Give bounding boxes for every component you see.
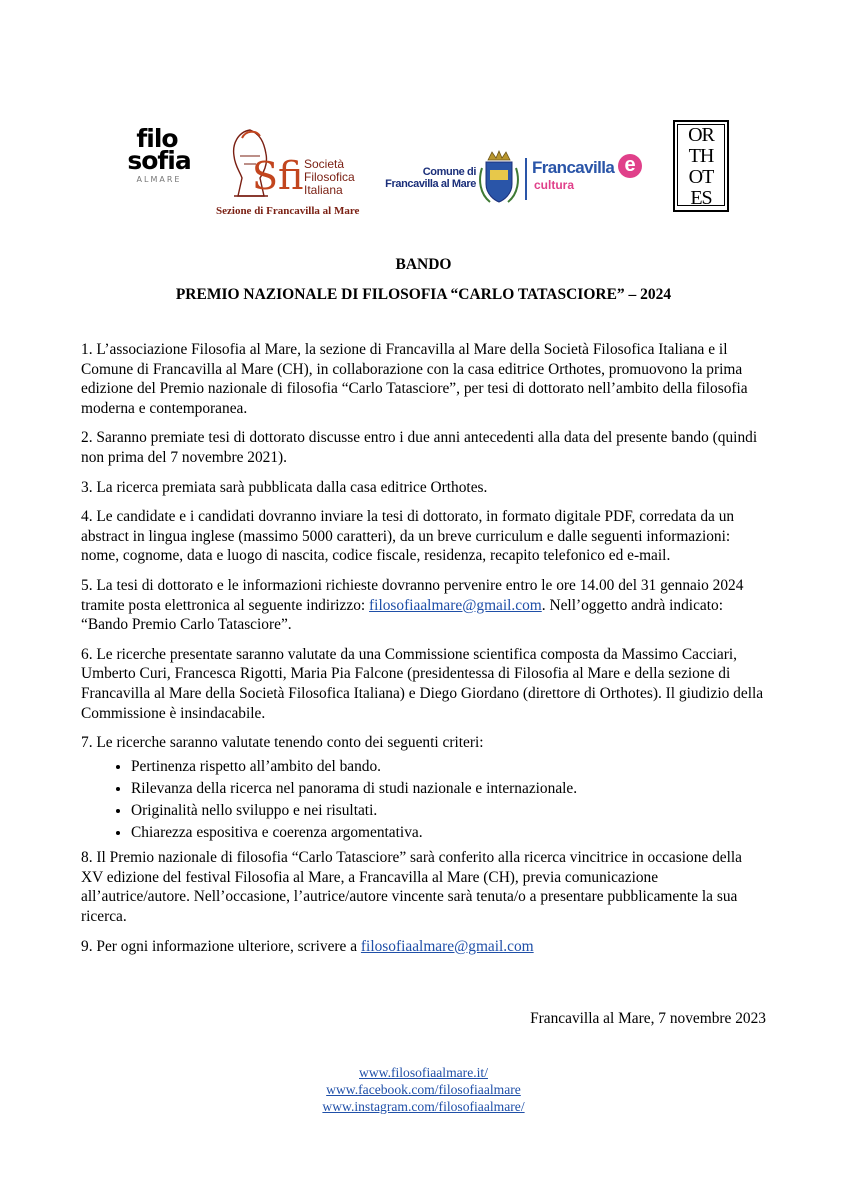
sfi-name-line3: Italiana [304, 183, 343, 197]
filosofia-logo-line1: filo [136, 124, 178, 153]
paragraph-1: 1. L’associazione Filosofia al Mare, la sezione di Francavilla al Mare della Società Filosofica Italiana e il Comune di Francavilla al Mare (CH), in collaborazione con la casa editrice Orthotes, promuovono la prima edizione del Premio nazionale di filosofia “Carlo Tatasciore”, per tesi di dottorato nell’ambito della filosofia moderna e contemporanea. [81, 341, 748, 417]
footer-links [0, 1064, 847, 1115]
paragraph-5-text-a: 5. La tesi di dottorato e le informazioni richieste dovranno pervenire entro le ore 14.00 del 31 gennaio 2024 tramite posta elettronica al seguente indirizzo: [81, 576, 744, 614]
paragraph-7: 7. Le ricerche saranno valutate tenendo conto dei seguenti criteri: [81, 734, 484, 752]
document-title: BANDO [395, 256, 452, 273]
sfi-section: Sezione di Francavilla al Mare [216, 205, 360, 217]
comune-francavilla-logo [380, 150, 640, 210]
paragraph-9 [81, 937, 767, 957]
sfi-logo [212, 126, 372, 218]
email-link[interactable]: filosofiaalmare@gmail.com [360, 937, 534, 955]
list-item: • Pertinenza rispetto all’ambito del bando. [131, 757, 767, 777]
orthotes-logo [673, 120, 729, 212]
comune-text-line1: Comune di [422, 166, 476, 178]
list-item: • Chiarezza espositiva e coerenza argomentativa. [131, 823, 767, 843]
place-date: Francavilla al Mare, 7 novembre 2023 [530, 1010, 766, 1027]
paragraph-9-text: 9. Per ogni informazione ulteriore, scrivere a [81, 937, 361, 955]
crest-icon [476, 150, 522, 208]
filosofia-al-mare-logo [112, 124, 202, 194]
sfi-name-line1: Società [304, 157, 345, 171]
list-item: • Rilevanza della ricerca nel panorama di studi nazionale e internazionale. [131, 779, 767, 799]
logo-bar [0, 0, 847, 230]
sfi-name-line2: Filosofica [304, 170, 355, 184]
website-link[interactable]: www.filosofiaalmare.it/ [359, 1065, 488, 1080]
email-link[interactable]: filosofiaalmare@gmail.com [369, 596, 542, 614]
orthotes-line3: OT [688, 166, 714, 188]
orthotes-logo-frame [677, 124, 725, 209]
criteria-list [81, 757, 767, 843]
brand-separator [525, 158, 527, 200]
orthotes-line1: OR [688, 124, 714, 146]
francavilla-cultura: cultura [534, 178, 575, 192]
document-body [81, 340, 767, 966]
filosofia-logo-line3: ALMARE [136, 175, 182, 184]
paragraph-2: 2. Saranno premiate tesi di dottorato discusse entro i due anni antecedenti alla data del presente bando (quindi non prima del 7 novembre 2021). [81, 429, 758, 466]
francavilla-brand: Francavilla [532, 158, 615, 177]
list-item: • Originalità nello sviluppo e nei risultati. [131, 801, 767, 821]
document-subtitle: PREMIO NAZIONALE DI FILOSOFIA “CARLO TATASCIORE” – 2024 [175, 286, 672, 303]
comune-text-line2: Francavilla al Mare [385, 178, 476, 190]
paragraph-5 [81, 576, 767, 635]
francavilla-brand-e: e [618, 154, 642, 178]
sfi-mark: Sfi [252, 154, 304, 198]
instagram-link[interactable]: www.instagram.com/filosofiaalmare/ [322, 1099, 525, 1114]
sfi-name [304, 158, 355, 197]
filosofia-logo-line2: sofia [127, 146, 191, 175]
paragraph-5-text-b: . Nell’oggetto andrà indicato: “Bando Premio Carlo Tatasciore”. [81, 596, 723, 634]
paragraph-4: 4. Le candidate e i candidati dovranno inviare la tesi di dottorato, in formato digitale PDF, corredata da un abstract in lingua inglese (massimo 5000 caratteri), da un breve curriculum e dalle seguenti informazioni: nome, cognome, data e luogo di nascita, codice fiscale, residenza, recapito telefonico ed e-mail. [81, 508, 735, 565]
comune-text [380, 166, 476, 190]
paragraph-8: 8. Il Premio nazionale di filosofia “Carlo Tatasciore” sarà conferito alla ricerca vincitrice in occasione della XV edizione del festival Filosofia al Mare, a Francavilla al Mare (CH), previa comunicazione all’autrice/autore. Nell’occasione, l’autrice/autore vincente sarà tenuta/o a presentare pubblicamente la sua ricerca. [81, 849, 742, 926]
paragraph-6: 6. Le ricerche presentate saranno valutate da una Commissione scientifica composta da Massimo Cacciari, Umberto Curi, Francesca Rigotti, Maria Pia Falcone (presidentessa di Filosofia al Mare e della sezione di Francavilla al Mare della Società Filosofica Italiana) e Diego Giordano (direttore di Orthotes). Il giudizio della Commissione è insindacabile. [81, 645, 764, 722]
paragraph-3: 3. La ricerca premiata sarà pubblicata dalla casa editrice Orthotes. [81, 478, 488, 496]
facebook-link[interactable]: www.facebook.com/filosofiaalmare [326, 1082, 521, 1097]
orthotes-line2: TH [688, 145, 714, 167]
orthotes-line4: ES [690, 187, 712, 209]
